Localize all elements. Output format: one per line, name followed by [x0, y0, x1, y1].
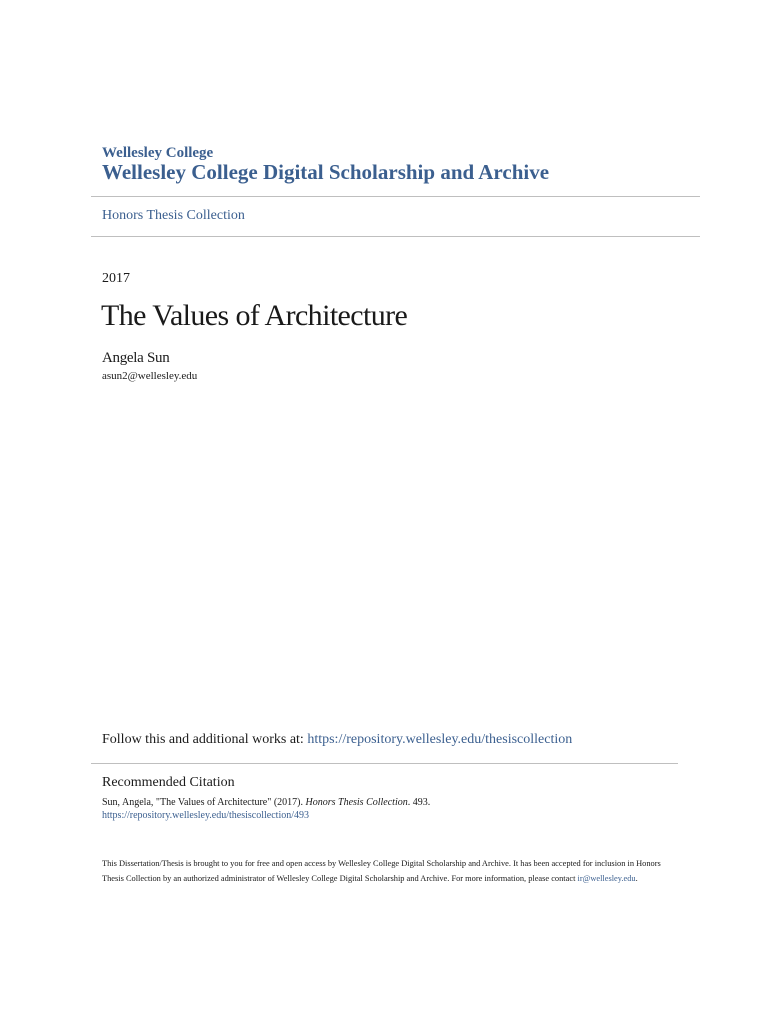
follow-line	[102, 731, 572, 749]
citation-journal: Honors Thesis Collection	[305, 797, 408, 808]
divider	[91, 196, 700, 197]
notice-text: This Dissertation/Thesis is brought to you for free and open access by Wellesley College Digital Scholarship and Archive. It has been accepted for inclusion in Honors Thesis Collection by an authorized administrator of Wellesley College Digital Scholarship and Archive. For more information, please contact	[102, 859, 661, 883]
divider	[91, 763, 678, 764]
author-name: Angela Sun	[102, 350, 170, 366]
collection-link[interactable]: Honors Thesis Collection	[102, 208, 245, 223]
citation-heading: Recommended Citation	[102, 775, 235, 790]
author-email: asun2@wellesley.edu	[102, 370, 198, 382]
thesis-year: 2017	[102, 271, 130, 286]
thesis-title: The Values of Architecture	[101, 299, 408, 332]
citation-url-link[interactable]: https://repository.wellesley.edu/thesiscollection/493	[102, 810, 309, 821]
notice-end: .	[635, 874, 638, 883]
institution-name[interactable]: Wellesley College	[102, 145, 214, 161]
collection-url-link[interactable]: https://repository.wellesley.edu/thesiscollection	[307, 732, 573, 747]
citation-suffix: . 493.	[407, 797, 431, 808]
repository-name[interactable]: Wellesley College Digital Scholarship and Archive	[102, 160, 550, 184]
contact-email-link[interactable]: ir@wellesley.edu	[577, 874, 636, 883]
citation-text	[102, 796, 430, 809]
access-notice	[102, 856, 682, 886]
divider	[91, 236, 700, 237]
citation-prefix: Sun, Angela, "The Values of Architecture" (2017).	[102, 797, 306, 808]
follow-label: Follow this and additional works at:	[102, 732, 308, 747]
